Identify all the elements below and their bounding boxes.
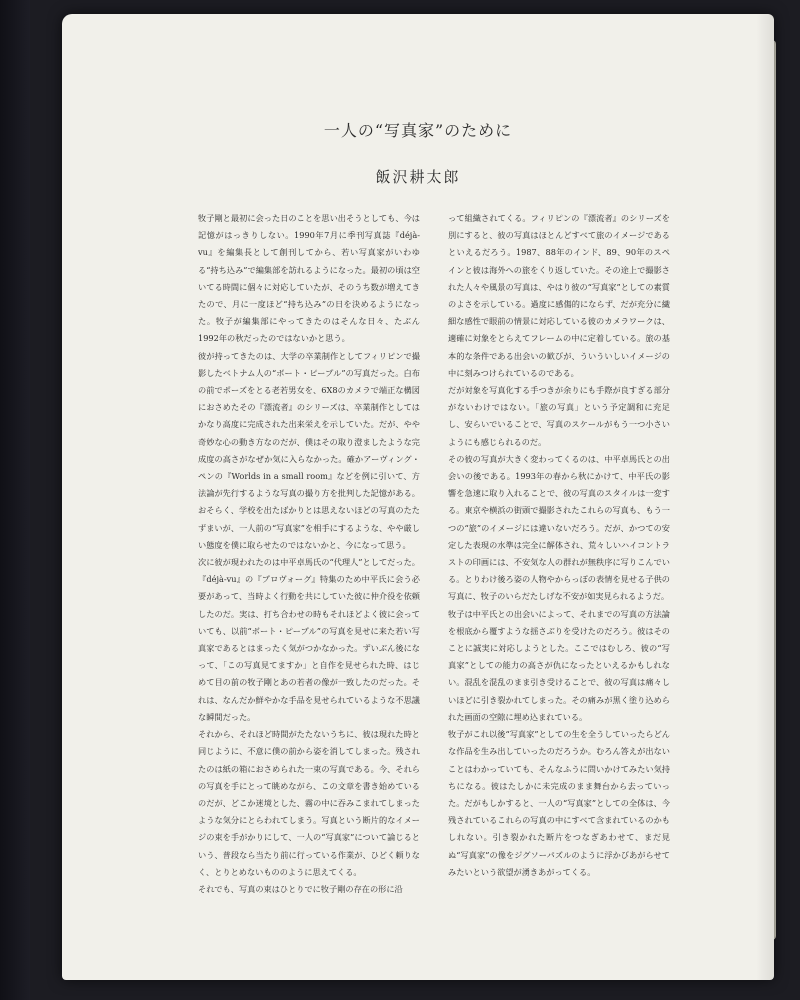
paragraph: 次に彼が現われたのは中平卓馬氏の“代理人”としてだった。『déjà-vu』の『プロヴォーグ』特集のため中平氏に会う必要があって、当時よく行動を共にしていた彼に仲介役を依頼したのだ。実は、打ち合わせの時もそれほどよく彼に会っていても、以前“ボート・ピープル”の写真を見せに来た若い写真家であるとはまったく気がつかなかった。ずいぶん後になって、「この写真見てますか」と自作を見せられた時、はじめて目の前の牧子剛とあの若者の像が一致したのだった。それは、なんだか鮮やかな手品を見せられているような不思議な瞬間だった。 (198, 557, 420, 722)
text-column-left (198, 210, 420, 898)
paragraph: 彼が持ってきたのは、大学の卒業制作としてフィリピンで撮影したベトナム人の“ボート・ピープル”の写真だった。白布の前でポーズをとる老若男女を、6X8のカメラで端正な構図におさめたその『漂流者』のシリーズは、卒業制作としてはかなり高度に完成された出来栄えを示していた。だが、やや奇妙な心の動き方なのだが、僕はその取り澄ましたような完成度の高さがなぜか気に入らなかった。確かアーヴィング・ペンの『Worlds in a small room』などを例に引いて、方法論が先行するような写真の撮り方を批判した記憶がある。おそらく、学校を出たばかりとは思えないほどの写真のたたずまいが、一人前の“写真家”を相手にするような、やや厳しい態度を僕に取らせたのではないかと、今になって思う。 (198, 350, 420, 550)
paragraph: それでも、写真の束はひとりでに牧子剛の存在の形に沿 (198, 883, 403, 894)
paragraph: 牧子は中平氏との出会いによって、それまでの写真の方法論を根底から覆すような揺さぶりを受けたのだろう。彼はそのことに誠実に対応しようとした。ここではむしろ、彼の“写真家”としての能力の高さが仇になったといえるかもしれない。混乱を混乱のまま引き受けることで、彼の写真は痛々しいほどに引き裂かれてしまった。その痛みが黒く塗り込められた画面の空隙に埋め込まれている。 (448, 608, 670, 722)
paragraph: 牧子がこれ以後“写真家”としての生を全うしていったらどんな作品を生み出していったのだろうか。むろん答えが出ないことはわかっていても、そんなふうに問いかけてみたい気持ちになる。彼はたしかに未完成のまま舞台から去っていった。だがもしかすると、一人の“写真家”としての全体は、今残されているこれらの写真の中にすべて含まれているのかもしれない。引き裂かれた断片をつなぎあわせて、まだ見ぬ“写真家”の像をジグソーパズルのように浮かびあがらせてみたいという欲望が湧きあがってくる。 (448, 729, 670, 877)
paragraph: 牧子剛と最初に会った日のことを思い出そうとしても、今は記憶がはっきりしない。1990年7月に季刊写真誌『déjà-vu』を編集長として創刊してから、若い写真家がいわゆる“持ち込み”で編集部を訪れるようになった。最初の頃は空いてる時間に個々に対応していたが、そのうち数が増えてきたので、月に一度ほど“持ち込み”の日を決めるようになった。牧子が編集部にやってきたのはそんな日々、たぶん1992年の秋だったのではないかと思う。 (198, 213, 420, 344)
article-title: 一人の“写真家”のために (323, 121, 513, 140)
paragraph: って組織されてくる。フィリピンの『漂流者』のシリーズを別にすると、彼の写真はほとんどすべて旅のイメージであるといえるだろう。1987、88年のインド、89、90年のスペインと彼は海外への旅をくり返していた。その途上で撮影された人々や風景の写真は、やはり彼の“写真家”としての素質のよさを示している。過度に感傷的にならず、だが充分に繊細な感性で眼前の情景に対応している彼のカメラワークは、適確に対象をとらえてフレームの中に定着している。旅の基本的な条件である出会いの歓びが、ういういしいイメージの中に刻みつけられているのである。 (448, 213, 670, 378)
text-column-right (448, 210, 670, 881)
paragraph: それから、それほど時間がたたないうちに、彼は現れた時と同じように、不意に僕の前から姿を消してしまった。残されたのは紙の箱におさめられた一束の写真である。今、それらの写真を手にとって眺めながら、この文章を書き始めているのだが、どこか迷境とした、霧の中に吞みこまれてしまったような気分にとらわれてしまう。写真という断片的なイメージの束を手がかりにして、一人の“写真家”について論じるという、普段なら当たり前に行っている作業が、ひどく頼りなく、とりとめないもののように思えてくる。 (198, 729, 420, 877)
paragraph: だが対象を写真化する手つきが余りにも手際が良すぎる部分がないわけではない。「旅の写真」という予定調和に充足し、安らいでいることで、写真のスケールがもう一つ小さいようにも感じられるのだ。 (448, 385, 670, 447)
book-page (62, 14, 774, 980)
paragraph: その彼の写真が大きく変わってくるのは、中平卓馬氏との出会いの後である。1993年の春から秋にかけて、中平氏の影響を急速に取り入れることで、彼の写真のスタイルは一変する。東京や横浜の街頭で撮影されたこれらの写真も、もう一つの“旅”のイメージには違いないだろう。だが、かつての安定した表現の水準は完全に解体され、荒々しいハイコントラストの印画には、不安気な人の群れが無秩序に写りこんでいる。とりわけ後ろ姿の人物やからっぽの表情を見せる子供の写真に、牧子のいらだたしげな不安が如実見られるようだ。 (448, 453, 670, 602)
article-author: 飯沢耕太郎 (375, 168, 461, 186)
backdrop (0, 0, 30, 1000)
